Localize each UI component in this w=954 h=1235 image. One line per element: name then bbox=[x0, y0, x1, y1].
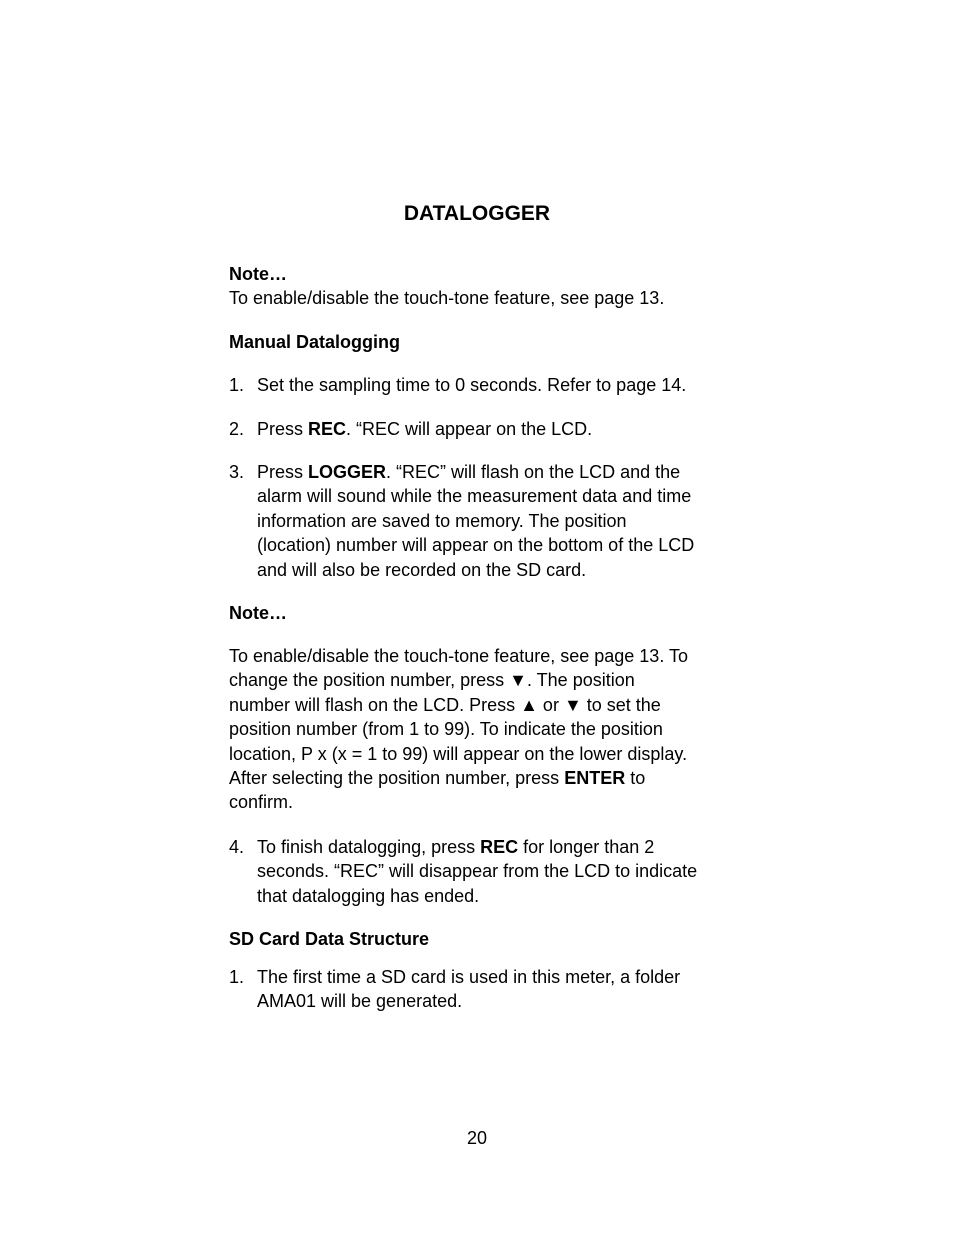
step-line bbox=[257, 835, 729, 859]
step-text bbox=[257, 417, 729, 441]
manual-step-3 bbox=[229, 460, 729, 582]
step-line: The first time a SD card is used in this meter, a folder bbox=[257, 967, 681, 987]
manual-datalogging-heading: Manual Datalogging bbox=[229, 332, 400, 352]
step-line: information are saved to memory. The position bbox=[257, 510, 627, 531]
step-line: and will also be recorded on the SD card. bbox=[257, 559, 587, 580]
manual-step-1 bbox=[229, 373, 729, 397]
step-text bbox=[257, 965, 729, 1014]
step-number: 2. bbox=[229, 419, 245, 439]
note-line: change the position number, press ▼. The position bbox=[229, 670, 635, 691]
enter-key-label: ENTER bbox=[564, 768, 626, 789]
step-line bbox=[257, 460, 729, 484]
step-line: seconds. “REC” will disappear from the LCD to indicate bbox=[257, 861, 698, 882]
step-number: 1. bbox=[229, 375, 245, 395]
note-section-1 bbox=[229, 262, 729, 311]
note-heading-2: Note… bbox=[229, 603, 287, 623]
step-line: that datalogging has ended. bbox=[257, 885, 480, 906]
page-number: 20 bbox=[466, 1128, 488, 1148]
step-number: 1. bbox=[229, 967, 245, 987]
step-number: 3. bbox=[229, 462, 245, 482]
step-text bbox=[257, 835, 729, 908]
sd-card-section bbox=[229, 927, 729, 951]
logger-key-label: LOGGER bbox=[308, 462, 387, 482]
step-number: 4. bbox=[229, 837, 245, 857]
step-text-post: . “REC will appear on the LCD. bbox=[346, 419, 593, 439]
manual-step-2 bbox=[229, 417, 729, 441]
rec-key-label: REC bbox=[480, 837, 519, 857]
step-line: AMA01 will be generated. bbox=[257, 991, 463, 1012]
step-line: alarm will sound while the measurement data and time bbox=[257, 486, 692, 507]
sd-card-heading: SD Card Data Structure bbox=[229, 929, 430, 949]
note-line: number will flash on the LCD. Press ▲ or ▼ to set the bbox=[229, 694, 661, 715]
note-line: To enable/disable the touch-tone feature, see page 13. To bbox=[229, 646, 689, 666]
step-text bbox=[257, 460, 729, 582]
note-text-1: To enable/disable the touch-tone feature, see page 13. bbox=[229, 288, 665, 309]
note-line: confirm. bbox=[229, 792, 294, 813]
note-text-pre: After selecting the position number, press bbox=[229, 768, 565, 789]
step-line: (location) number will appear on the bottom of the LCD bbox=[257, 535, 695, 556]
note-line: position number (from 1 to 99). To indicate the position bbox=[229, 719, 663, 740]
note-line: location, P x (x = 1 to 99) will appear on the lower display. bbox=[229, 743, 688, 764]
note-section-2 bbox=[229, 601, 729, 625]
note-heading-1: Note… bbox=[229, 264, 287, 284]
note-paragraph-2 bbox=[229, 644, 729, 815]
step-text-rest: . “REC” will flash on the LCD and the bbox=[386, 462, 681, 482]
manual-datalogging-section bbox=[229, 330, 729, 354]
manual-step-4 bbox=[229, 835, 729, 908]
step-text: Set the sampling time to 0 seconds. Refer to page 14. bbox=[257, 375, 687, 395]
step-text-rest: for longer than 2 bbox=[518, 837, 655, 857]
sd-step-1 bbox=[229, 965, 729, 1014]
note-line bbox=[229, 766, 729, 790]
rec-key-label: REC bbox=[308, 419, 347, 439]
step-text-pre: Press bbox=[257, 462, 309, 482]
step-text-pre: To finish datalogging, press bbox=[257, 837, 481, 857]
page-title: DATALOGGER bbox=[403, 202, 551, 225]
step-text-pre: Press bbox=[257, 419, 309, 439]
note-text-post: to bbox=[625, 768, 646, 789]
